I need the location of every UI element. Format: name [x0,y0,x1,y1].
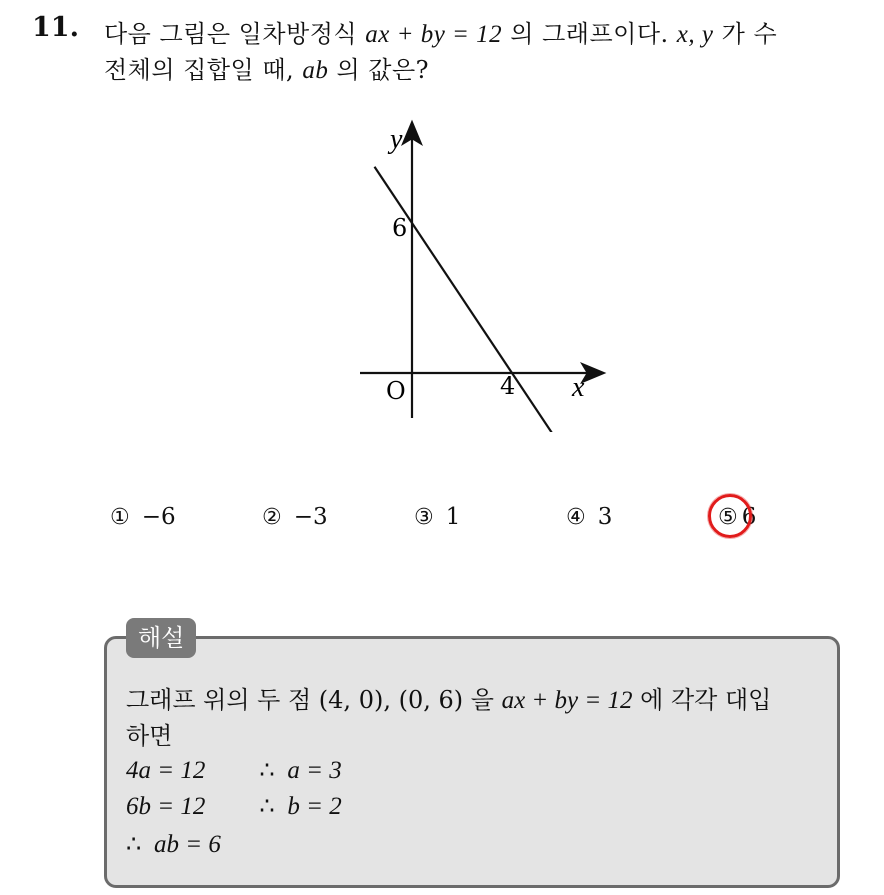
question-text: 의 그래프이다. [502,20,677,48]
choice-mark: ⑤ [718,505,738,530]
solution-text: 그래프 위의 두 점 (4, 0), (0, 6) 을 [126,686,502,714]
equation: ax + by = 12 [365,21,503,48]
solution-tag: 해설 [126,618,196,658]
choice-value: 6 [741,504,757,530]
line-graph [340,112,620,432]
answer-choices [0,504,884,538]
equation: b = 2 [287,793,342,820]
equation: 6b = 12 [126,793,206,820]
choice-5[interactable] [718,504,756,530]
choice-value: −3 [293,504,328,530]
x-intercept-label: 4 [500,372,516,400]
solution-line-3 [126,756,342,785]
equation: a = 3 [287,757,342,784]
answer-circle-mark [708,494,752,538]
choice-value: −6 [141,504,176,530]
question-text-line-2 [104,50,429,85]
choice-4[interactable] [566,504,612,530]
choice-mark: ① [110,505,130,530]
question-text: 가 수 [713,20,778,48]
choice-mark: ③ [414,505,434,530]
choice-mark: ② [262,505,282,530]
question-text: 의 값은? [328,56,429,84]
choice-1[interactable] [110,504,176,530]
question-text: 전체의 집합일 때, [104,56,303,84]
choice-mark: ④ [566,505,586,530]
x-axis-label: x [572,372,585,403]
question-number: 11. [32,12,79,43]
choice-2[interactable] [262,504,328,530]
choice-value: 1 [445,504,461,530]
y-intercept-label: 6 [392,214,408,242]
equation: ax + by = 12 [501,687,633,714]
therefore-symbol: ∴ [259,756,275,784]
therefore-symbol: ∴ [259,792,275,820]
origin-label: O [386,377,406,405]
choice-3[interactable] [414,504,460,530]
y-axis-label: y [390,124,403,155]
question-text: 다음 그림은 일차방정식 [104,20,366,48]
product-variable: ab [302,57,329,84]
solution-text: 에 각각 대입 [632,686,772,714]
question-text-line-1 [104,14,777,49]
solution-line-4 [126,792,342,821]
choice-value: 3 [597,504,613,530]
solution-line-1 [126,680,771,715]
solution-line-2: 하면 [126,722,173,750]
equation: 4a = 12 [126,757,206,784]
solution-line-5 [126,830,221,859]
variables: x, y [676,21,714,48]
therefore-symbol: ∴ [126,830,142,858]
equation: ab = 6 [154,831,221,858]
